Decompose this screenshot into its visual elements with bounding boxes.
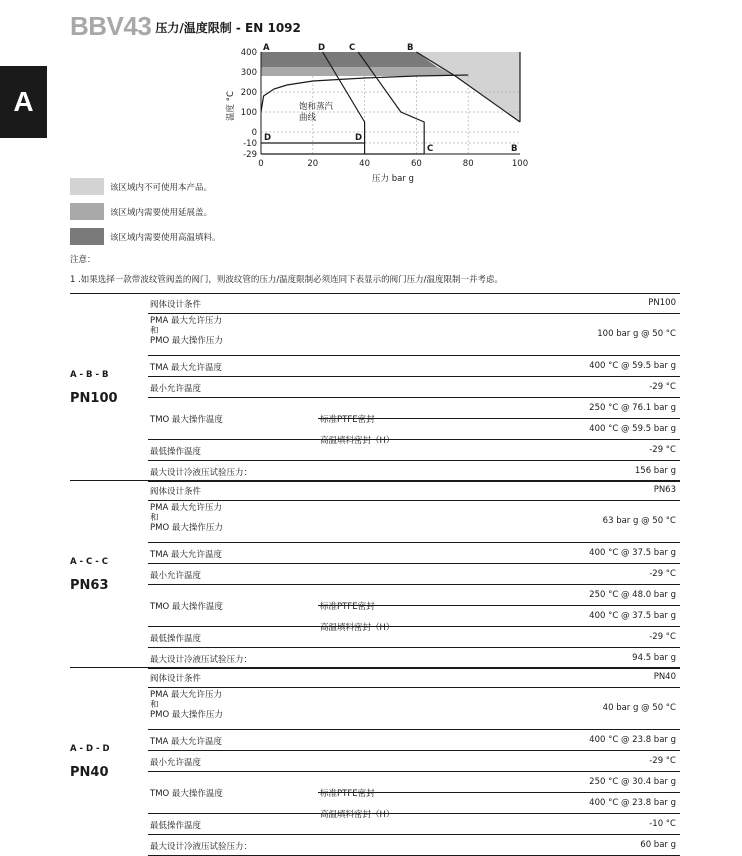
pmo-label: PMO 最大操作压力 xyxy=(150,523,223,533)
sub-row-high-temp xyxy=(318,606,680,633)
row-value: -29 °C xyxy=(649,445,676,455)
row-label: 最低操作温度 xyxy=(150,447,202,457)
row-value: -29 °C xyxy=(649,756,676,766)
y-tick-label: 0 xyxy=(251,128,257,138)
y-tick-label: -10 xyxy=(243,139,257,149)
legend-swatch-dark xyxy=(70,228,104,245)
row-tmo xyxy=(148,585,680,633)
row-label: 阀体设计条件 xyxy=(150,674,202,684)
pma-label: PMA 最大允许压力 xyxy=(150,503,222,513)
pmo-label: PMO 最大操作压力 xyxy=(150,336,223,346)
sub-row-ptfe xyxy=(318,585,680,612)
pmo-label: PMO 最大操作压力 xyxy=(150,710,223,720)
sub-row-label: 标准PTFE密封 xyxy=(320,602,375,612)
y-axis-label: 温度 °C xyxy=(226,91,236,121)
row-label: 最小允许温度 xyxy=(150,758,202,768)
row-min-allowable xyxy=(148,564,680,585)
row-hydro-test xyxy=(148,648,680,669)
row-value: -29 °C xyxy=(649,382,676,392)
pressure-rating: PN100 xyxy=(70,391,118,406)
sub-row-high-temp xyxy=(318,419,680,446)
zone-high-temp-packing xyxy=(261,52,437,67)
legend-text: 该区域内不可使用本产品。 xyxy=(110,183,213,193)
row-tmo xyxy=(148,398,680,446)
row-label: TMA 最大允许温度 xyxy=(150,363,223,373)
sub-row-ptfe xyxy=(318,398,680,425)
sub-row-label: 标准PTFE密封 xyxy=(320,789,375,799)
row-value: 100 bar g @ 50 °C xyxy=(597,329,676,339)
pma-label: PMA 最大允许压力 xyxy=(150,316,222,326)
row-tma xyxy=(148,730,680,751)
row-label: 最大设计冷液压试验压力： xyxy=(150,468,253,478)
sub-row-value: 400 °C @ 59.5 bar g xyxy=(589,424,676,434)
sub-row-value: 400 °C @ 23.8 bar g xyxy=(589,798,676,808)
row-value: 40 bar g @ 50 °C xyxy=(602,703,676,713)
legend-item-extended-bonnet xyxy=(70,203,470,221)
row-min-allowable xyxy=(148,377,680,398)
y-tick-label: 200 xyxy=(240,88,257,98)
row-tmo xyxy=(148,772,680,820)
row-label: TMO 最大操作温度 xyxy=(150,415,223,425)
row-value: 400 °C @ 37.5 bar g xyxy=(589,548,676,558)
row-hydro-test xyxy=(148,835,680,856)
row-value: 94.5 bar g xyxy=(632,653,676,663)
row-design xyxy=(148,667,680,688)
sub-row-label: 高温填料密封（H） xyxy=(320,436,395,446)
steam-curve-label-line2: 曲线 xyxy=(299,113,317,123)
curve-label-a: A xyxy=(263,43,270,53)
row-label xyxy=(150,690,223,720)
legend-swatch-light xyxy=(70,178,104,195)
row-label: 阀体设计条件 xyxy=(150,487,202,497)
x-tick-label: 0 xyxy=(258,159,264,169)
section-tab-label: A xyxy=(13,86,34,117)
row-label: 最低操作温度 xyxy=(150,821,202,831)
row-tma xyxy=(148,356,680,377)
pressure-rating: PN63 xyxy=(70,578,109,593)
row-label: 阀体设计条件 xyxy=(150,300,202,310)
row-label: 最低操作温度 xyxy=(150,634,202,644)
row-min-operating xyxy=(148,440,680,461)
sub-row-ptfe xyxy=(318,772,680,799)
sub-row-high-temp xyxy=(318,793,680,820)
sub-row-label: 高温填料密封（H） xyxy=(320,810,395,820)
curve-label-b: B xyxy=(407,43,414,53)
row-label: TMA 最大允许温度 xyxy=(150,737,223,747)
pressure-temperature-chart xyxy=(0,0,742,200)
sub-row-value: 250 °C @ 76.1 bar g xyxy=(589,403,676,413)
row-pma xyxy=(148,688,680,730)
sub-row-value: 250 °C @ 30.4 bar g xyxy=(589,777,676,787)
product-model: BBV43 xyxy=(70,11,152,41)
row-min-operating xyxy=(148,627,680,648)
notes-title: 注意： xyxy=(70,255,96,265)
curve-combination: A - D - D xyxy=(70,744,110,754)
sub-row-label: 高温填料密封（H） xyxy=(320,623,395,633)
steam-curve-label-line1: 饱和蒸汽 xyxy=(299,102,334,112)
row-label: 最小允许温度 xyxy=(150,384,202,394)
row-label: TMO 最大操作温度 xyxy=(150,602,223,612)
row-label: 最小允许温度 xyxy=(150,571,202,581)
marker-label-d-start: D xyxy=(264,133,272,143)
row-label: 最大设计冷液压试验压力： xyxy=(150,842,253,852)
row-label: TMO 最大操作温度 xyxy=(150,789,223,799)
curve-label-d: D xyxy=(318,43,326,53)
zone-extended-bonnet xyxy=(261,67,455,76)
row-value: -29 °C xyxy=(649,569,676,579)
curve-combination: A - C - C xyxy=(70,557,108,567)
row-min-allowable xyxy=(148,751,680,772)
row-value: 156 bar g xyxy=(634,466,676,476)
x-tick-label: 80 xyxy=(462,159,474,169)
row-value: PN40 xyxy=(653,672,676,682)
row-design xyxy=(148,293,680,314)
sub-row-label: 标准PTFE密封 xyxy=(320,415,375,425)
marker-label-c: C xyxy=(427,144,434,154)
x-tick-label: 60 xyxy=(410,159,422,169)
row-value: 60 bar g xyxy=(640,840,676,850)
y-tick-label: 100 xyxy=(240,108,257,118)
row-hydro-test xyxy=(148,461,680,482)
legend-text: 该区域内需要使用高温填料。 xyxy=(110,233,221,243)
chart-plot-area xyxy=(241,48,528,169)
x-tick-label: 20 xyxy=(307,159,319,169)
row-value: PN100 xyxy=(648,298,676,308)
row-value: 400 °C @ 23.8 bar g xyxy=(589,735,676,745)
row-min-operating xyxy=(148,814,680,835)
marker-label-b: B xyxy=(511,144,518,154)
y-tick-label: 300 xyxy=(240,68,257,78)
row-value: -10 °C xyxy=(649,819,676,829)
legend-item-not-usable xyxy=(70,178,470,196)
sub-row-value: 250 °C @ 48.0 bar g xyxy=(589,590,676,600)
row-tma xyxy=(148,543,680,564)
row-value: 400 °C @ 59.5 bar g xyxy=(589,361,676,371)
and-label: 和 xyxy=(150,513,159,523)
row-pma xyxy=(148,314,680,356)
x-axis-label: 压力 bar g xyxy=(372,174,414,184)
x-tick-label: 100 xyxy=(511,159,529,169)
y-tick-label: 400 xyxy=(240,48,257,58)
row-design xyxy=(148,480,680,501)
and-label: 和 xyxy=(150,700,159,710)
sub-row-value: 400 °C @ 37.5 bar g xyxy=(589,611,676,621)
legend-item-high-temp-packing xyxy=(70,228,470,246)
pressure-rating: PN40 xyxy=(70,765,109,780)
and-label: 和 xyxy=(150,326,159,336)
pma-label: PMA 最大允许压力 xyxy=(150,690,222,700)
curve-label-c: C xyxy=(349,43,356,53)
row-label: 最大设计冷液压试验压力： xyxy=(150,655,253,665)
row-label xyxy=(150,503,223,533)
y-tick-label: -29 xyxy=(243,150,257,160)
page-subtitle: 压力/温度限制 - EN 1092 xyxy=(155,21,301,35)
row-value: 63 bar g @ 50 °C xyxy=(602,516,676,526)
row-label: TMA 最大允许温度 xyxy=(150,550,223,560)
x-tick-label: 40 xyxy=(359,159,371,169)
legend-text: 该区域内需要使用延展盖。 xyxy=(110,208,213,218)
row-label xyxy=(150,316,223,346)
row-pma xyxy=(148,501,680,543)
row-value: PN63 xyxy=(653,485,676,495)
notes-item: 1 .如果选择一款带波纹管阀盖的阀门，则波纹管的压力/温度限制必须连同下表显示的阀门压力/温度限制一并考虑。 xyxy=(70,275,504,285)
curve-combination: A - B - B xyxy=(70,370,109,380)
marker-label-d-end: D xyxy=(355,133,363,143)
row-value: -29 °C xyxy=(649,632,676,642)
legend-swatch-medium xyxy=(70,203,104,220)
